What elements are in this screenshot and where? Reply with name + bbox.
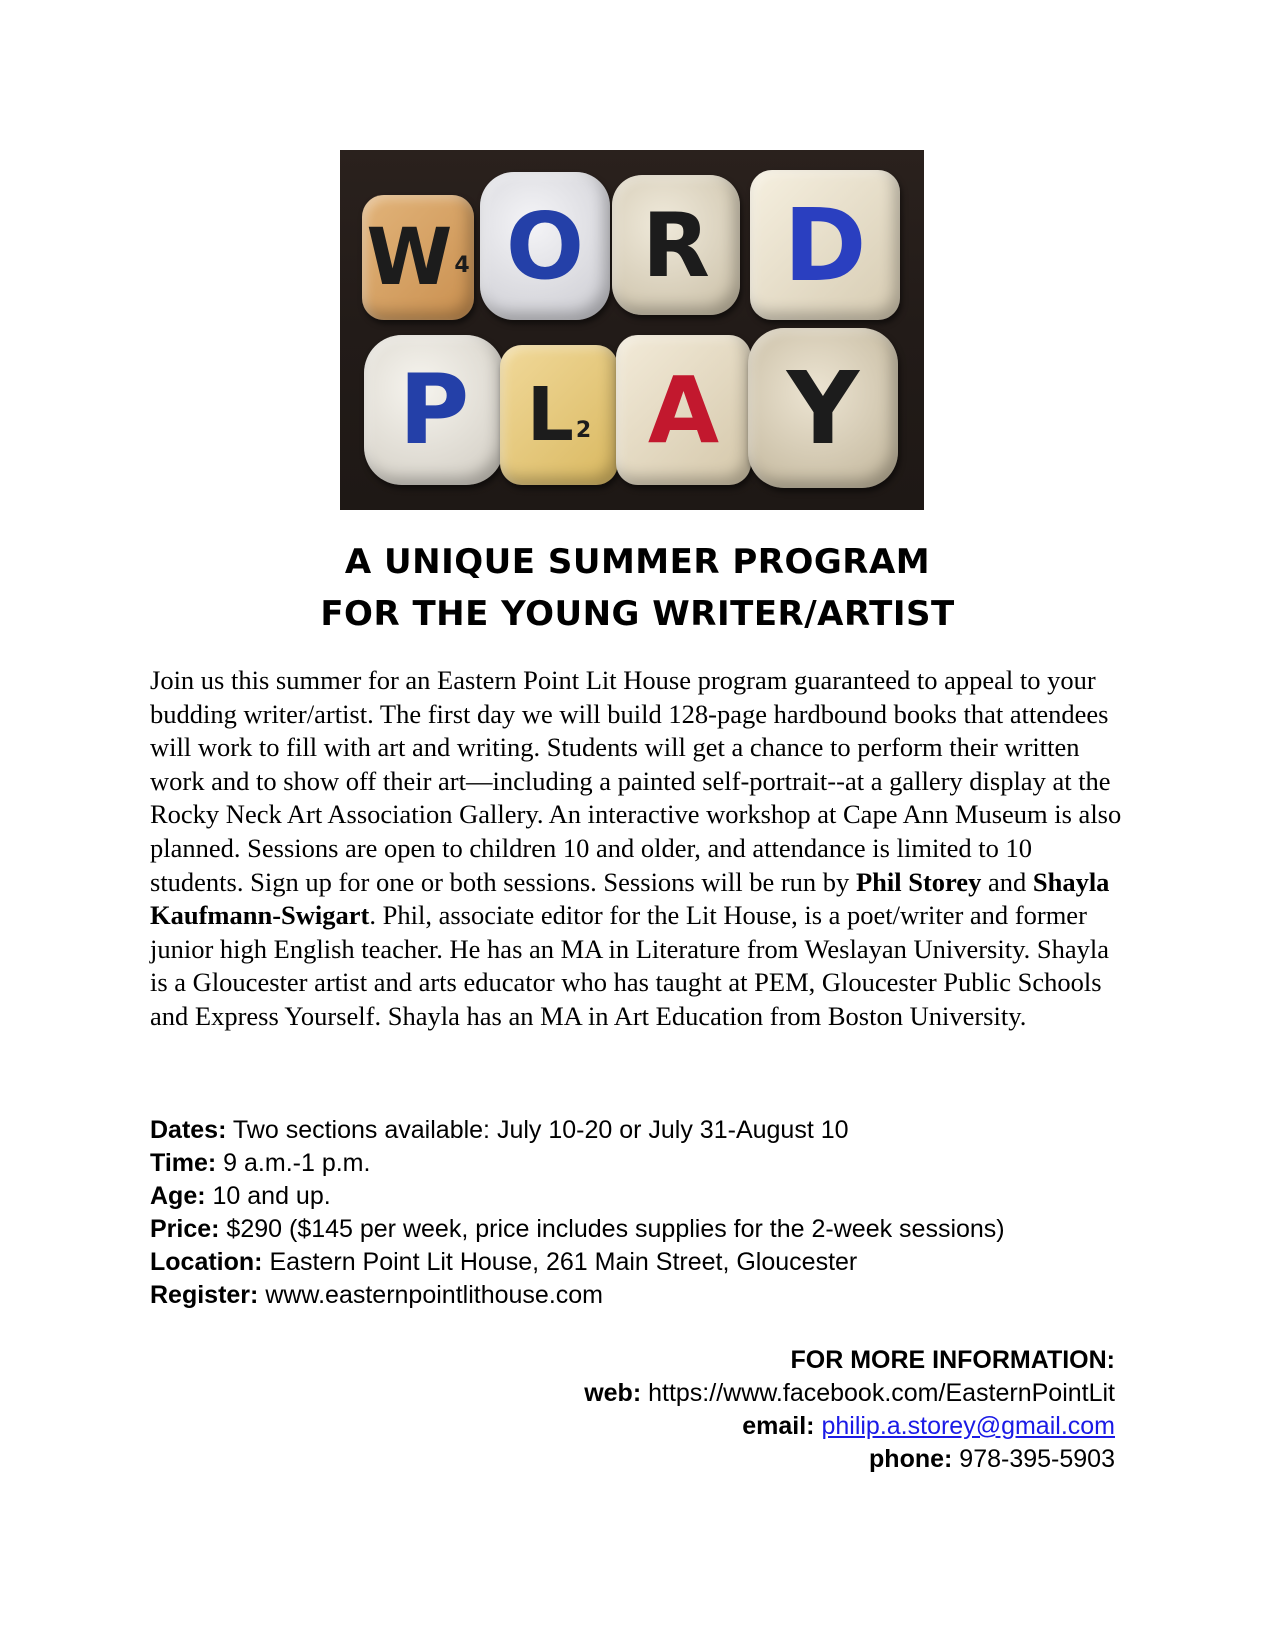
die-w	[362, 195, 474, 320]
detail-row-register	[150, 1279, 1150, 1312]
detail-value: 10 and up.	[205, 1182, 331, 1210]
contact-heading	[584, 1344, 1115, 1377]
detail-row-dates	[150, 1114, 1150, 1147]
detail-label: Time:	[150, 1149, 217, 1177]
detail-label: Location:	[150, 1248, 263, 1276]
detail-value: www.easternpointlithouse.com	[258, 1281, 603, 1309]
detail-label: Dates:	[150, 1116, 227, 1144]
program-description	[150, 664, 1125, 1034]
contact-phone	[584, 1443, 1115, 1476]
contact-email	[584, 1410, 1115, 1443]
die-y	[748, 328, 898, 488]
instructor-name: Phil Storey	[855, 866, 982, 897]
description-text: . Phil, associate editor for the Lit House, is a poet/writer and former junior high English teacher. He has an MA in Literature from Weslayan University. Shayla is a Gloucester artist and arts educator who has taught at PEM, Gloucester Public Schools and Express Yourself. Shayla has an MA in Art Education from Boston University.	[150, 900, 1109, 1031]
word-play-dice-photo	[340, 150, 924, 510]
detail-value: $290 ($145 per week, price includes supplies for the 2-week sessions)	[219, 1215, 1005, 1243]
detail-row-age	[150, 1180, 1150, 1213]
die-letter: R	[642, 193, 710, 297]
email-label: email:	[742, 1412, 815, 1440]
detail-label: Price:	[150, 1215, 220, 1243]
phone-value: 978-395-5903	[952, 1445, 1115, 1473]
die-letter: P	[398, 354, 470, 466]
contact-info	[584, 1344, 1115, 1476]
contact-web	[584, 1377, 1115, 1410]
web-value: https://www.facebook.com/EasternPointLit	[641, 1379, 1115, 1407]
email-link[interactable]: philip.a.storey@gmail.com	[821, 1412, 1115, 1440]
detail-row-price	[150, 1213, 1150, 1246]
die-r	[612, 175, 740, 315]
web-label: web:	[584, 1379, 642, 1407]
program-details	[150, 1114, 1150, 1312]
detail-value: 9 a.m.-1 p.m.	[216, 1149, 371, 1177]
detail-value: Two sections available: July 10-20 or July 31-August 10	[226, 1116, 849, 1144]
description-text: and	[981, 866, 1033, 897]
title-line-1: A UNIQUE SUMMER PROGRAM	[344, 542, 931, 582]
contact-heading-text: FOR MORE INFORMATION:	[790, 1346, 1115, 1374]
die-letter: A	[647, 356, 720, 464]
die-d	[750, 170, 900, 320]
phone-label: phone:	[869, 1445, 953, 1473]
detail-label: Age:	[150, 1182, 206, 1210]
description-text: Join us this summer for an Eastern Point Lit House program guaranteed to appeal to your budding writer/artist. The first day we will build 128-page hardbound books that attendees will work to fill with art and writing. Students will get a chance to perform their written work and to show off their art—including a painted self-portrait--at a gallery display at the Rocky Neck Art Association Gallery. An interactive workshop at Cape Ann Museum is also planned. Sessions are open to children 10 and older, and attendance is limited to 10 students. Sign up for one or both sessions. Sessions will be run by	[150, 665, 1122, 897]
die-letter: L	[526, 372, 574, 458]
die-subscript: 2	[575, 418, 592, 443]
detail-label: Register:	[150, 1281, 259, 1309]
title-line-2: FOR THE YOUNG WRITER/ARTIST	[320, 594, 955, 634]
instructor-name: Shayla Kaufmann-Swigart	[150, 866, 1110, 931]
die-l	[500, 345, 618, 485]
die-o	[480, 172, 610, 320]
die-subscript: 4	[454, 253, 470, 278]
die-letter: W	[366, 212, 453, 303]
die-letter: Y	[786, 349, 860, 467]
die-a	[616, 335, 751, 485]
detail-value: Eastern Point Lit House, 261 Main Street, Gloucester	[262, 1248, 858, 1276]
die-letter: D	[783, 186, 867, 304]
detail-row-location	[150, 1246, 1150, 1279]
die-letter: O	[505, 192, 585, 300]
detail-row-time	[150, 1147, 1150, 1180]
die-p	[364, 335, 504, 485]
